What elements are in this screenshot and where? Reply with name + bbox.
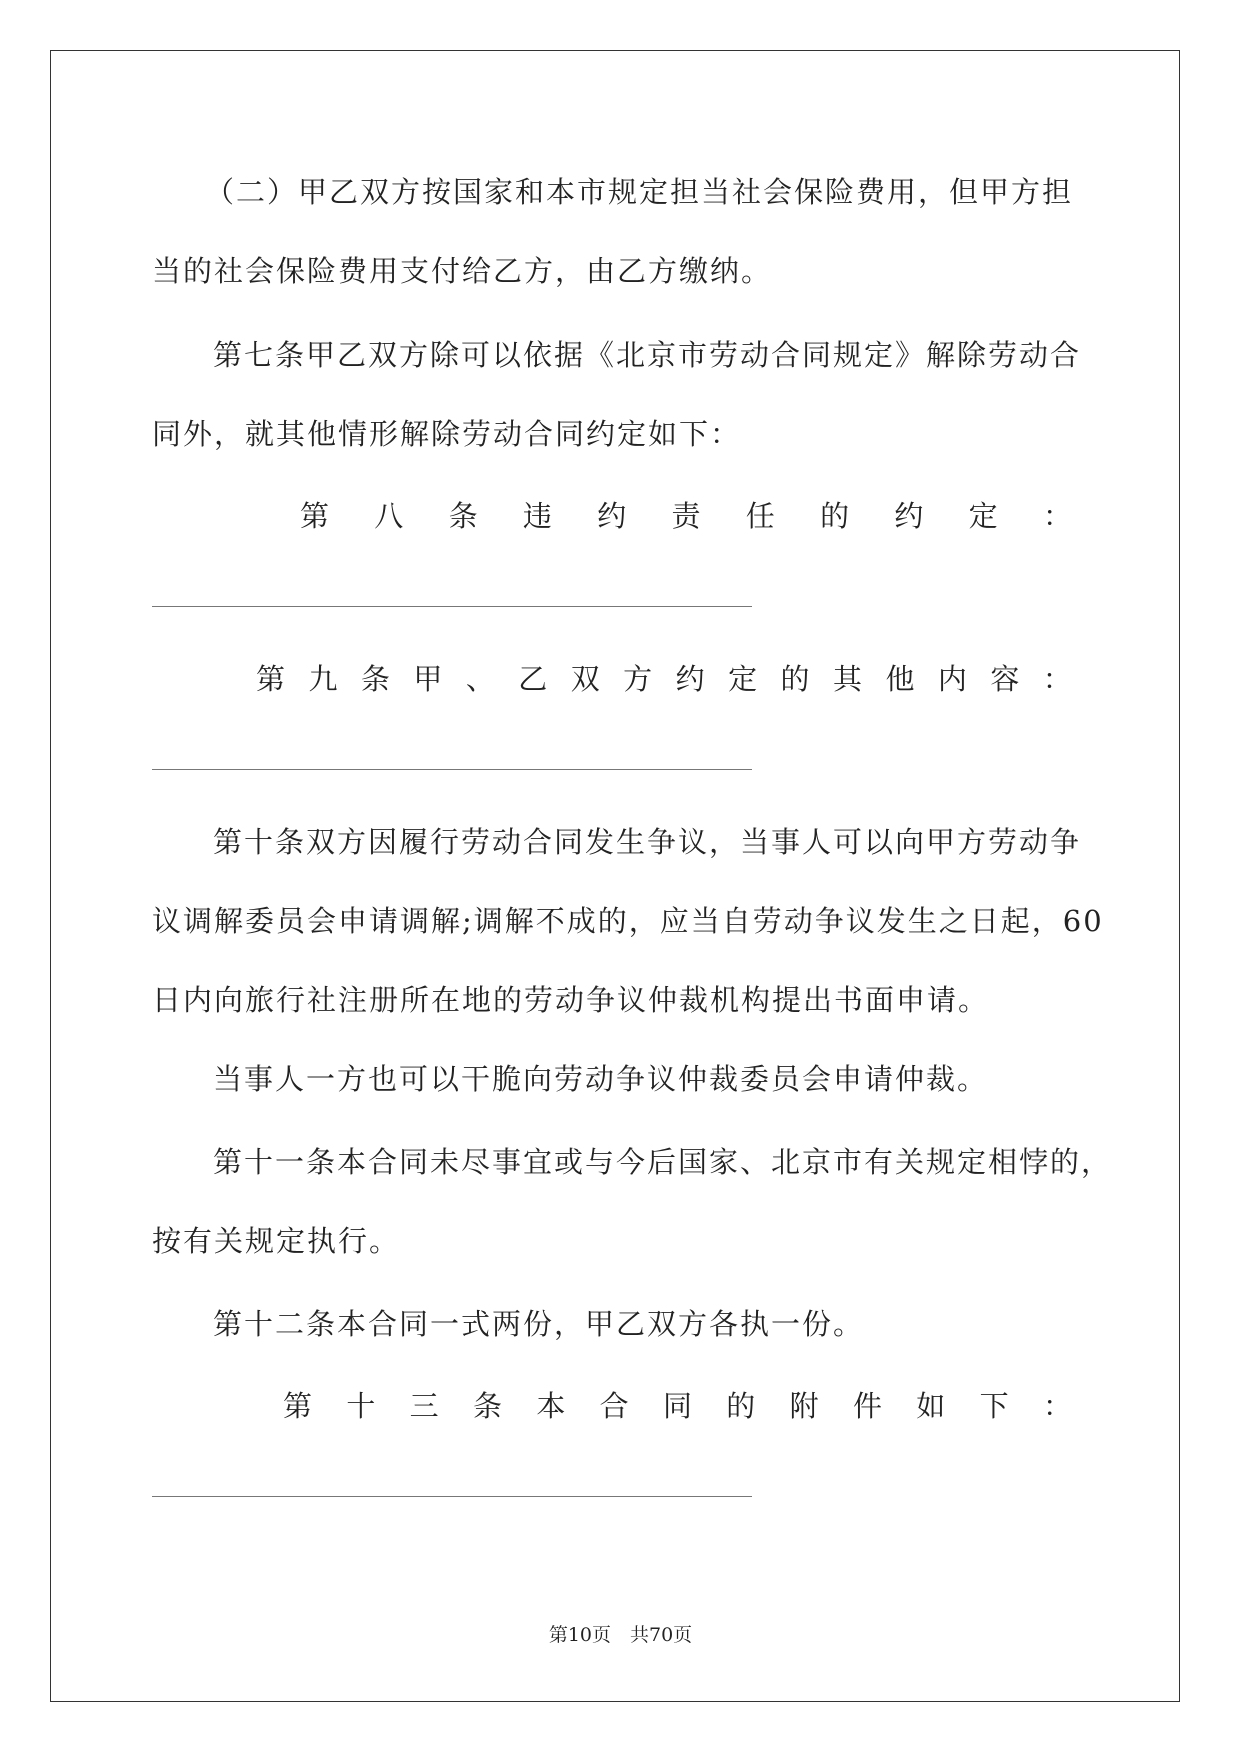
heading-char: 双 bbox=[570, 662, 600, 696]
heading-char: 同 bbox=[662, 1389, 692, 1423]
heading-char: 如 bbox=[916, 1389, 946, 1423]
page-number-footer: 第10页 共70页 bbox=[548, 1624, 693, 1646]
heading-char: 的 bbox=[780, 662, 810, 696]
heading-char: 条 bbox=[472, 1389, 502, 1423]
paragraph-line: 当的社会保险费用支付给乙方，由乙方缴纳。 bbox=[152, 254, 773, 288]
heading-char: 三 bbox=[409, 1389, 439, 1423]
heading-char: 定 bbox=[728, 662, 758, 696]
article-9-heading bbox=[256, 661, 1072, 697]
heading-char: 他 bbox=[885, 662, 915, 696]
paragraph-line: 议调解委员会申请调解;调解不成的，应当自劳动争议发生之日起，60 bbox=[152, 904, 1104, 938]
heading-char: 内 bbox=[937, 662, 967, 696]
heading-char: 的 bbox=[820, 499, 850, 533]
heading-char: 的 bbox=[726, 1389, 756, 1423]
heading-char: 八 bbox=[374, 499, 404, 533]
heading-char: 容 bbox=[990, 662, 1020, 696]
paragraph-line: 当事人一方也可以干脆向劳动争议仲裁委员会申请仲裁。 bbox=[213, 1062, 989, 1096]
heading-char: 第 bbox=[300, 499, 330, 533]
fill-in-blank-line bbox=[152, 769, 752, 770]
heading-char: 任 bbox=[745, 499, 775, 533]
fill-in-blank-line bbox=[152, 1496, 752, 1497]
heading-char: 第 bbox=[283, 1389, 313, 1423]
heading-char: ： bbox=[1042, 662, 1072, 696]
heading-char: 其 bbox=[832, 662, 862, 696]
paragraph-line: 第十二条本合同一式两份，甲乙双方各执一份。 bbox=[213, 1307, 865, 1341]
heading-char: 合 bbox=[599, 1389, 629, 1423]
heading-char: 下 bbox=[979, 1389, 1009, 1423]
heading-char: 约 bbox=[894, 499, 924, 533]
article-13-heading bbox=[283, 1388, 1072, 1424]
heading-char: 乙 bbox=[518, 662, 548, 696]
heading-char: 九 bbox=[308, 662, 338, 696]
heading-char: 十 bbox=[346, 1389, 376, 1423]
heading-char: 第 bbox=[256, 662, 286, 696]
heading-char: 件 bbox=[852, 1389, 882, 1423]
paragraph-line: 同外，就其他情形解除劳动合同约定如下： bbox=[152, 417, 742, 451]
heading-char: 条 bbox=[360, 662, 390, 696]
article-8-heading bbox=[300, 498, 1072, 534]
heading-char: 定 bbox=[968, 499, 998, 533]
heading-char: 违 bbox=[522, 499, 552, 533]
heading-char: 方 bbox=[623, 662, 653, 696]
paragraph-line: 第七条甲乙双方除可以依据《北京市劳动合同规定》解除劳动合 bbox=[213, 338, 1082, 372]
paragraph-line: （二）甲乙双方按国家和本市规定担当社会保险费用，但甲方担 bbox=[205, 175, 1074, 209]
paragraph-line: 按有关规定执行。 bbox=[152, 1224, 401, 1258]
heading-char: 本 bbox=[536, 1389, 566, 1423]
fill-in-blank-line bbox=[152, 606, 752, 607]
heading-char: 责 bbox=[671, 499, 701, 533]
heading-char: 甲 bbox=[413, 662, 443, 696]
heading-char: 、 bbox=[465, 662, 495, 696]
paragraph-line: 日内向旅行社注册所在地的劳动争议仲裁机构提出书面申请。 bbox=[152, 983, 990, 1017]
heading-char: ： bbox=[1042, 499, 1072, 533]
paragraph-line: 第十一条本合同未尽事宜或与今后国家、北京市有关规定相悖的， bbox=[213, 1145, 1113, 1179]
heading-char: 约 bbox=[597, 499, 627, 533]
heading-char: 条 bbox=[448, 499, 478, 533]
heading-char: ： bbox=[1042, 1389, 1072, 1423]
heading-char: 约 bbox=[675, 662, 705, 696]
heading-char: 附 bbox=[789, 1389, 819, 1423]
paragraph-line: 第十条双方因履行劳动合同发生争议，当事人可以向甲方劳动争 bbox=[213, 825, 1082, 859]
